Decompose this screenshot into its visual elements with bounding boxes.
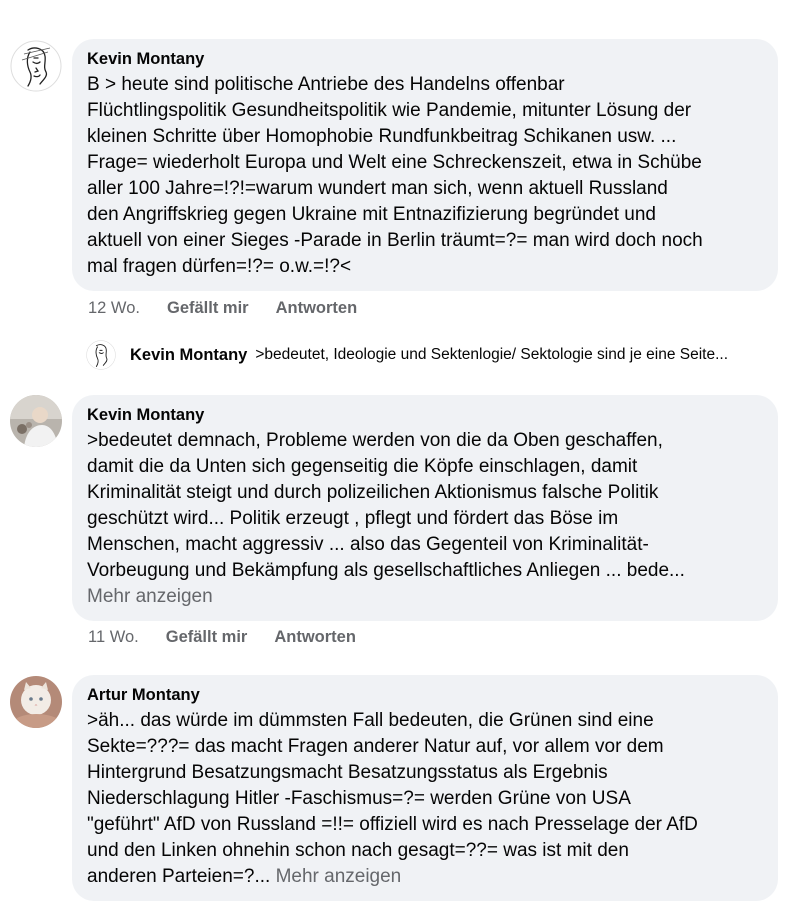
comment-bubble <box>72 39 778 291</box>
comment-text: >bedeutet demnach, Probleme werden von die da Oben geschaffen, damit die da Unten sich gegenseitig die Köpfe einschlagen, damit Kriminalität steigt und durch polizeilichen Aktionismus falsche Politik geschützt wird... Politik erzeugt , pflegt und fördert das Böse im Menschen, macht aggressiv ... also das Gegenteil von Kriminalität- Vorbeugung und Bekämpfung als gesellschaftliches Anliegen ... bede... <box>87 430 685 581</box>
reply-button[interactable]: Antworten <box>274 628 356 646</box>
comment-text <box>87 708 763 890</box>
comment-bubble <box>72 395 778 621</box>
comment-text: B > heute sind politische Antriebe des Handelns offenbar Flüchtlingspolitik Gesundheitspolitik wie Pandemie, mitunter Lösung der kleinen Schritte über Homophobie Rundfunkbeitrag Schikanen usw. ... Frage= wiederholt Europa und Welt eine Schreckenszeit, etwa in Schübe aller 100 Jahre=!?!=warum wundert man sich, wenn aktuell Russland den Angriffskrieg gegen Ukraine mit Entnazifizierung begründet und aktuell von einer Sieges -Parade in Berlin träumt=?= man wird doch noch mal fragen dürfen=!?= o.w.=!?< <box>87 74 703 277</box>
see-more-link[interactable]: Mehr anzeigen <box>87 586 213 607</box>
comment-text-body: >äh... das würde im dümmsten Fall bedeuten, die Grünen sind eine Sekte=???= das macht Fragen anderer Natur auf, vor allem vor dem Hintergrund Besatzungsmacht Besatzungsstatus als Ergebnis Niederschlagung Hitler -Faschismus=?= werden Grüne von USA "geführt" AfD von Russland =!!= offiziell wird es nach Presselage der AfD und den Linken ohnehin schon nach gesagt=??= was ist mit den anderen Parteien=?... <box>87 710 698 887</box>
avatar-kevin-photo[interactable] <box>10 395 62 447</box>
see-more-link[interactable]: Mehr anzeigen <box>275 866 402 887</box>
reply-author: Kevin Montany <box>130 345 248 364</box>
comment-author[interactable]: Kevin Montany <box>87 406 205 424</box>
comment-timestamp[interactable]: 11 Wo. <box>88 628 139 646</box>
comment-author[interactable]: Kevin Montany <box>87 50 205 68</box>
reply-avatar <box>86 340 116 370</box>
reply-button[interactable]: Antworten <box>275 299 358 317</box>
comment-actions <box>88 299 384 318</box>
cat-photo-icon <box>10 676 62 728</box>
comment-timestamp[interactable]: 12 Wo. <box>88 299 140 317</box>
like-button[interactable]: Gefällt mir <box>166 299 249 317</box>
person-photo-icon <box>10 395 62 447</box>
reply-text: >bedeutet, Ideologie und Sektenlogie/ Sektologie sind je eine Seite... <box>255 346 729 363</box>
comment-author[interactable]: Artur Montany <box>87 686 200 704</box>
sketch-portrait-icon <box>10 40 62 92</box>
sketch-portrait-icon <box>86 340 116 370</box>
comment-actions <box>88 628 383 647</box>
avatar-artur-cat[interactable] <box>10 676 62 728</box>
reply-preview[interactable] <box>86 340 786 370</box>
avatar-kevin-sketch[interactable] <box>10 40 62 92</box>
comment-bubble <box>72 675 778 901</box>
like-button[interactable]: Gefällt mir <box>165 628 248 646</box>
